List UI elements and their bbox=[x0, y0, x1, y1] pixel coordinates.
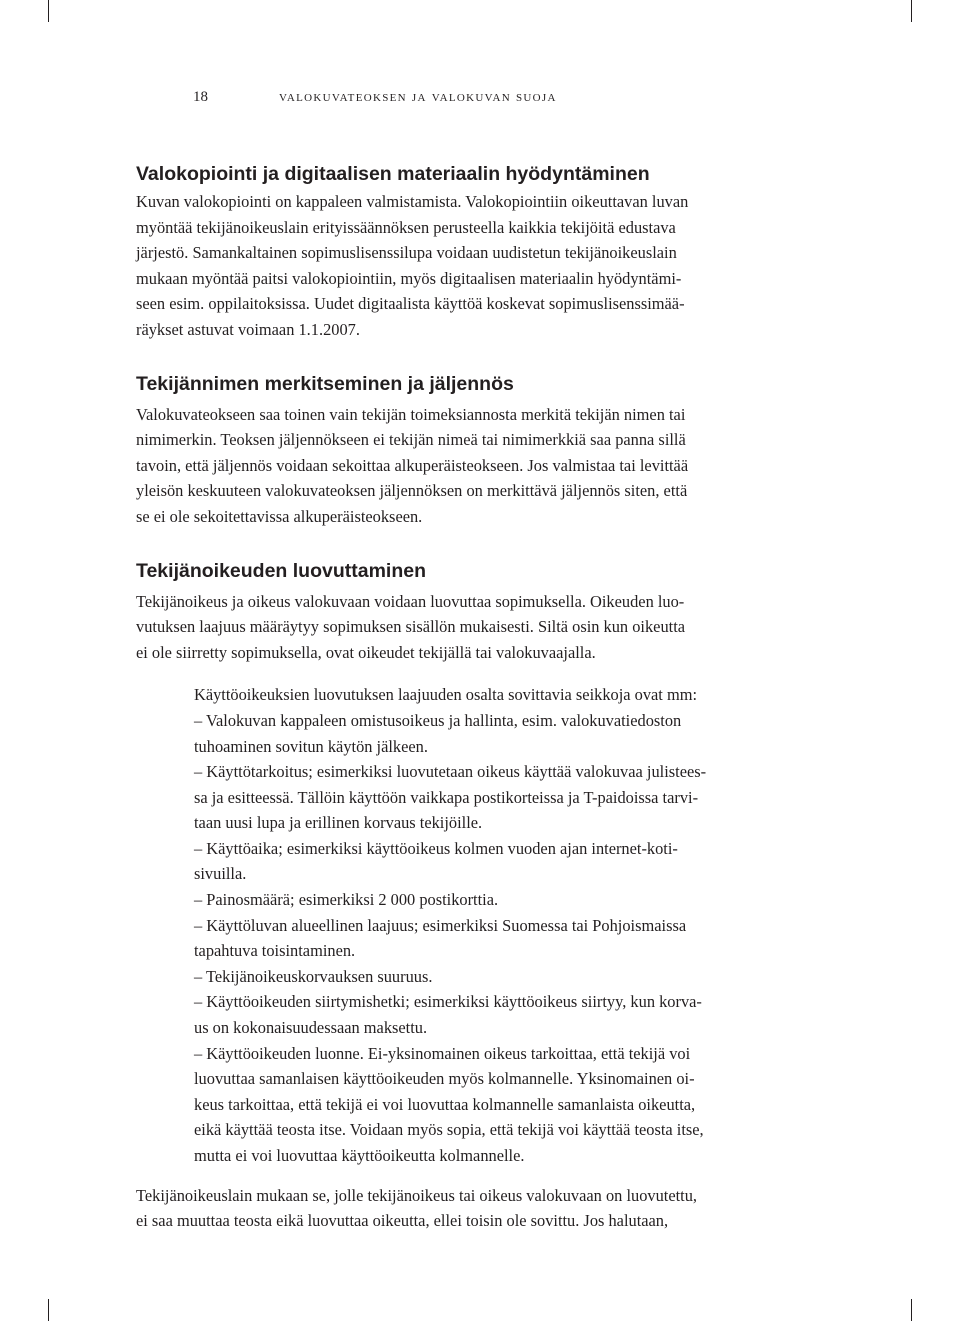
crop-mark-bottom-left bbox=[48, 1299, 49, 1321]
page-content bbox=[136, 159, 796, 1234]
section-heading-transfer: Tekijänoikeuden luovuttaminen bbox=[136, 559, 427, 582]
list-item-line: – Käyttöaika; esimerkiksi käyttöoikeus kolmen vuoden ajan internet-koti- bbox=[194, 838, 678, 858]
paragraph-line: vutuksen laajuus määräytyy sopimuksen sisällön mukaisesti. Siltä osin kun oikeutta bbox=[136, 617, 686, 637]
running-title: valokuvateoksen ja valokuvan suoja bbox=[279, 89, 557, 105]
paragraph-line: Tekijänoikeus ja oikeus valokuvaan voidaan luovuttaa sopimuksella. Oikeuden luo- bbox=[136, 591, 685, 611]
paragraph-line: järjestö. Samankaltainen sopimuslisenssilupa voidaan uudistetun tekijänoikeuslain bbox=[136, 243, 677, 263]
list-item-line: keus tarkoittaa, että tekijä ei voi luovuttaa kolmannelle samanlaista oikeutta, bbox=[194, 1094, 696, 1114]
list-item-line: taan uusi lupa ja erillinen korvaus tekijöille. bbox=[194, 813, 483, 833]
closing-paragraph bbox=[136, 1183, 796, 1234]
list-item-line: tuhoaminen sovitun käytön jälkeen. bbox=[194, 736, 428, 756]
crop-mark-top-left bbox=[48, 0, 49, 22]
paragraph-line: seen esim. oppilaitoksissa. Uudet digitaalista käyttöä koskevat sopimuslisenssimää- bbox=[136, 294, 685, 314]
section-heading-photocopying: Valokopiointi ja digitaalisen materiaalin hyödyntäminen bbox=[136, 163, 650, 185]
list-intro: Käyttöoikeuksien luovutuksen laajuuden osalta sovittavia seikkoja ovat mm: bbox=[194, 685, 698, 705]
list-item-line: mutta ei voi luovuttaa käyttöoikeutta kolmannelle. bbox=[194, 1146, 525, 1165]
paragraph-line: myöntää tekijänoikeuslain erityissäännöksen perusteella kaikkia tekijöitä edustava bbox=[136, 217, 676, 237]
paragraph-line: se ei ole sekoitettavissa alkuperäisteokseen. bbox=[136, 506, 423, 526]
list-item-line: – Valokuvan kappaleen omistusoikeus ja hallinta, esim. valokuvatiedoston bbox=[194, 710, 682, 730]
list-item-line: – Painosmäärä; esimerkiksi 2 000 postikorttia. bbox=[194, 890, 499, 910]
list-item-line: – Käyttöluvan alueellinen laajuus; esimerkiksi Suomessa tai Pohjoismaissa bbox=[194, 915, 687, 935]
running-head bbox=[193, 86, 557, 108]
paragraph-line: tavoin, että jäljennös voidaan sekoittaa alkuperäisteokseen. Jos valmistaa tai levittää bbox=[136, 455, 689, 475]
list-item-line: sa ja esitteessä. Tällöin käyttöön vaikkapa postikorteissa ja T-paidoissa tarvi- bbox=[194, 787, 699, 807]
paragraph-line: Tekijänoikeuslain mukaan se, jolle tekijänoikeus tai oikeus valokuvaan on luovutettu, bbox=[136, 1185, 698, 1205]
list-item-line: sivuilla. bbox=[194, 864, 247, 884]
list-item-line: – Käyttöoikeuden siirtymishetki; esimerkiksi käyttöoikeus siirtyy, kun korva- bbox=[194, 992, 702, 1012]
crop-mark-bottom-right bbox=[911, 1299, 912, 1321]
list-item-line: luovuttaa samanlaisen käyttöoikeuden myös kolmannelle. Yksinomainen oi- bbox=[194, 1069, 695, 1089]
section-paragraph-photocopying bbox=[136, 189, 796, 343]
list-item-line: – Käyttötarkoitus; esimerkiksi luovutetaan oikeus käyttää valokuvaa julistees- bbox=[194, 762, 707, 782]
list-item-line: – Käyttöoikeuden luonne. Ei-yksinomainen oikeus tarkoittaa, että tekijä voi bbox=[194, 1043, 691, 1063]
paragraph-line: yleisön keskuuteen valokuvateoksen jäljennöksen on merkittävä jäljennös siten, että bbox=[136, 481, 688, 501]
paragraph-line: ei ole siirretty sopimuksella, ovat oikeudet tekijällä tai valokuvaajalla. bbox=[136, 642, 596, 662]
paragraph-line: räykset astuvat voimaan 1.1.2007. bbox=[136, 319, 360, 339]
section-paragraph-transfer bbox=[136, 589, 796, 666]
section-paragraph-attribution bbox=[136, 402, 796, 530]
list-item-line: us on kokonaisuudessaan maksettu. bbox=[194, 1018, 428, 1038]
list-item-line: tapahtuva toisintaminen. bbox=[194, 941, 356, 961]
paragraph-line: nimimerkin. Teoksen jäljennökseen ei tekijän nimeä tai nimimerkkiä saa panna sillä bbox=[136, 430, 686, 450]
list-item-line: – Tekijänoikeuskorvauksen suuruus. bbox=[194, 966, 433, 986]
paragraph-line: mukaan myöntää paitsi valokopiointiin, myös digitaalisen materiaalin hyödyntämi- bbox=[136, 268, 682, 288]
paragraph-line: Valokuvateokseen saa toinen vain tekijän toimeksiannosta merkitä tekijän nimen tai bbox=[136, 404, 686, 424]
section-heading-attribution: Tekijännimen merkitseminen ja jäljennös bbox=[136, 372, 514, 395]
page-number: 18 bbox=[193, 89, 208, 105]
paragraph-line: ei saa muuttaa teosta eikä luovuttaa oikeutta, ellei toisin ole sovittu. Jos halutaan, bbox=[136, 1211, 669, 1231]
list-item-line: eikä käyttää teosta itse. Voidaan myös sopia, että tekijä voi käyttää teosta itse, bbox=[194, 1120, 704, 1140]
paragraph-line: Kuvan valokopiointi on kappaleen valmistamista. Valokopiointiin oikeuttavan luvan bbox=[136, 192, 689, 211]
indented-list-block bbox=[194, 682, 796, 1168]
crop-mark-top-right bbox=[911, 0, 912, 22]
